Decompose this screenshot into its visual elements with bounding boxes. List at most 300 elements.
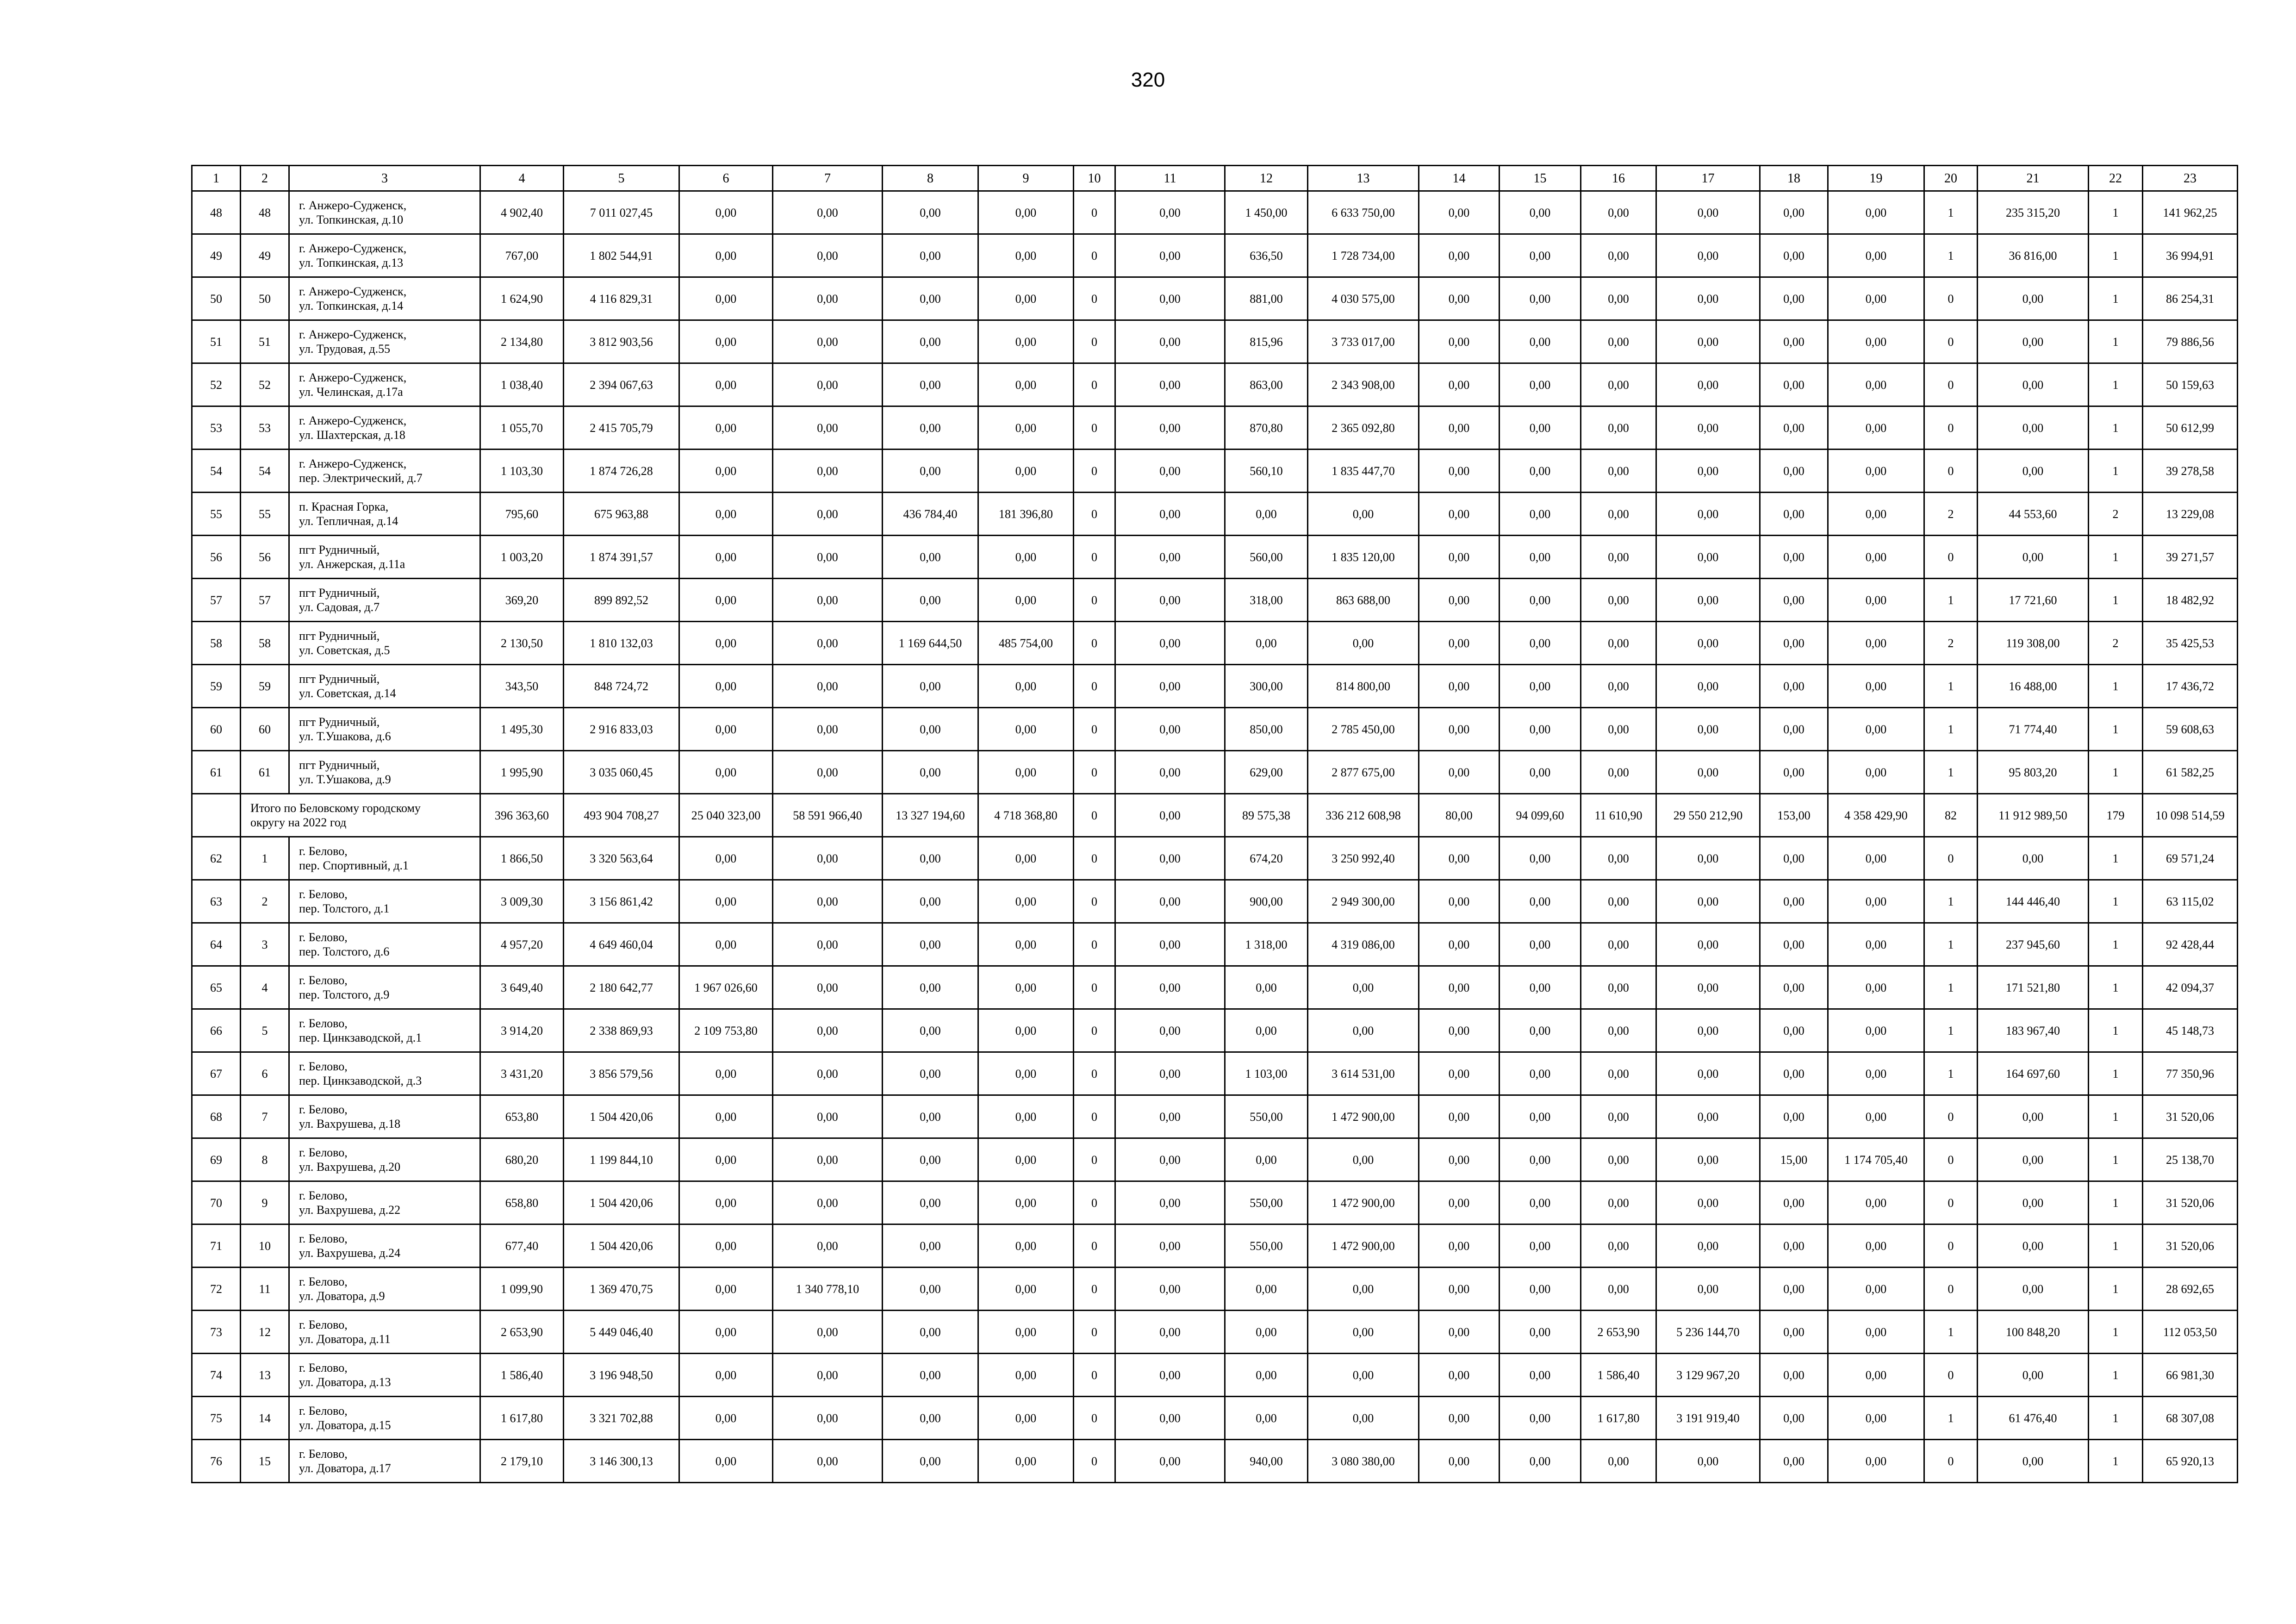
- table-cell: 0,00: [1760, 579, 1828, 622]
- table-cell: 0,00: [1581, 1052, 1656, 1095]
- table-cell: 0,00: [1760, 493, 1828, 536]
- table-cell: 11 912 989,50: [1978, 794, 2089, 837]
- table-cell: 0,00: [978, 1311, 1074, 1354]
- table-cell: 0,00: [1500, 1095, 1581, 1138]
- table-cell: 0,00: [978, 579, 1074, 622]
- table-cell: 0,00: [1225, 1397, 1308, 1440]
- address-line: ул. Советская, д.5: [299, 643, 390, 657]
- table-cell: 0,00: [1419, 1095, 1500, 1138]
- table-cell: 0,00: [978, 665, 1074, 708]
- table-cell: 1: [2089, 1440, 2143, 1483]
- table-cell: 0,00: [679, 708, 773, 751]
- table-cell: 68: [192, 1095, 241, 1138]
- table-cell: 0,00: [1760, 837, 1828, 880]
- table-cell: 0,00: [1308, 493, 1419, 536]
- address-cell: [289, 320, 480, 363]
- table-cell: 0,00: [1308, 1397, 1419, 1440]
- column-number-cell: 14: [1419, 166, 1500, 191]
- total-label-cell: [241, 794, 480, 837]
- table-cell: 0,00: [978, 320, 1074, 363]
- table-cell: 0,00: [978, 1354, 1074, 1397]
- table-row: [192, 406, 2238, 450]
- table-cell: 0: [1074, 1181, 1115, 1224]
- table-cell: 0,00: [1656, 363, 1760, 406]
- address-cell: [289, 923, 480, 966]
- table-cell: 0,00: [773, 1440, 883, 1483]
- table-cell: 1: [1924, 1052, 1978, 1095]
- table-cell: 0,00: [1581, 1224, 1656, 1268]
- table-cell: 0,00: [1115, 665, 1225, 708]
- table-cell: 0,00: [1581, 579, 1656, 622]
- address-line: ул. Доватора, д.9: [299, 1289, 385, 1303]
- column-number-cell: 15: [1500, 166, 1581, 191]
- table-cell: 5 449 046,40: [564, 1311, 679, 1354]
- table-row: [192, 536, 2238, 579]
- table-cell: 0,00: [1500, 493, 1581, 536]
- table-cell: 0,00: [1115, 923, 1225, 966]
- table-cell: 0,00: [1978, 277, 2089, 320]
- table-cell: 3 129 967,20: [1656, 1354, 1760, 1397]
- table-cell: 1: [1924, 1397, 1978, 1440]
- table-cell: 0: [1074, 708, 1115, 751]
- table-cell: 0,00: [1760, 1440, 1828, 1483]
- table-cell: 1 199 844,10: [564, 1138, 679, 1181]
- table-cell: 1: [2089, 1397, 2143, 1440]
- table-cell: 0,00: [883, 880, 978, 923]
- table-cell: 0,00: [773, 450, 883, 493]
- table-cell: 0,00: [773, 536, 883, 579]
- table-cell: 14: [241, 1397, 289, 1440]
- table-cell: 0,00: [1828, 1009, 1924, 1052]
- table-cell: 1 504 420,06: [564, 1095, 679, 1138]
- table-cell: 0,00: [773, 1397, 883, 1440]
- table-cell: 863,00: [1225, 363, 1308, 406]
- table-cell: 0,00: [1115, 1181, 1225, 1224]
- table-cell: 0,00: [1225, 622, 1308, 665]
- table-cell: 336 212 608,98: [1308, 794, 1419, 837]
- table-row: [192, 966, 2238, 1009]
- table-cell: 550,00: [1225, 1181, 1308, 1224]
- table-cell: 0,00: [1115, 1095, 1225, 1138]
- table-cell: 1: [2089, 1138, 2143, 1181]
- table-cell: 75: [192, 1397, 241, 1440]
- address-line: ул. Топкинская, д.10: [299, 213, 404, 226]
- table-cell: 0,00: [773, 966, 883, 1009]
- table-cell: 900,00: [1225, 880, 1308, 923]
- table-cell: 2 179,10: [480, 1440, 564, 1483]
- table-cell: 1: [2089, 579, 2143, 622]
- table-cell: 0,00: [1500, 234, 1581, 277]
- table-cell: 0,00: [1308, 622, 1419, 665]
- table-cell: 1: [1924, 191, 1978, 234]
- table-cell: 0: [1924, 1138, 1978, 1181]
- table-cell: 0: [1924, 1224, 1978, 1268]
- address-line: г. Белово,: [299, 1060, 348, 1073]
- address-line: г. Белово,: [299, 844, 348, 858]
- table-cell: 0,00: [978, 1397, 1074, 1440]
- table-cell: 0,00: [1419, 1224, 1500, 1268]
- table-cell: 0,00: [1500, 363, 1581, 406]
- table-cell: 0,00: [1419, 1138, 1500, 1181]
- table-cell: 15: [241, 1440, 289, 1483]
- address-cell: [289, 493, 480, 536]
- table-cell: 51: [241, 320, 289, 363]
- table-cell: 237 945,60: [1978, 923, 2089, 966]
- column-number-cell: 1: [192, 166, 241, 191]
- address-cell: [289, 622, 480, 665]
- table-cell: 49: [192, 234, 241, 277]
- column-number-cell: 12: [1225, 166, 1308, 191]
- table-cell: 0,00: [1760, 406, 1828, 450]
- table-cell: 0,00: [1656, 665, 1760, 708]
- address-line: п. Красная Горка,: [299, 500, 389, 513]
- address-cell: [289, 191, 480, 234]
- column-number-cell: 17: [1656, 166, 1760, 191]
- table-cell: 4 030 575,00: [1308, 277, 1419, 320]
- table-cell: 0,00: [1500, 1138, 1581, 1181]
- table-cell: 369,20: [480, 579, 564, 622]
- table-cell: 3 431,20: [480, 1052, 564, 1095]
- table-cell: 0,00: [1828, 493, 1924, 536]
- table-cell: 1: [2089, 536, 2143, 579]
- table-cell: 179: [2089, 794, 2143, 837]
- table-cell: 0,00: [1760, 277, 1828, 320]
- page-number: 320: [1131, 69, 1165, 91]
- table-cell: 1 472 900,00: [1308, 1181, 1419, 1224]
- table-cell: 3 320 563,64: [564, 837, 679, 880]
- table-cell: 1 728 734,00: [1308, 234, 1419, 277]
- table-cell: 0,00: [1581, 1009, 1656, 1052]
- address-line: пгт Рудничный,: [299, 715, 380, 729]
- table-cell: 0,00: [1225, 1009, 1308, 1052]
- address-line: г. Белово,: [299, 1146, 348, 1159]
- table-cell: 0,00: [1656, 966, 1760, 1009]
- table-cell: 0,00: [679, 1397, 773, 1440]
- table-cell: 0,00: [1978, 1440, 2089, 1483]
- table-cell: 2 365 092,80: [1308, 406, 1419, 450]
- table-cell: 0,00: [978, 1440, 1074, 1483]
- table-cell: 0,00: [1500, 880, 1581, 923]
- table-cell: 0,00: [679, 837, 773, 880]
- table-cell: 0,00: [1225, 1138, 1308, 1181]
- table-cell: 0,00: [1656, 277, 1760, 320]
- table-cell: 10 098 514,59: [2143, 794, 2238, 837]
- table-cell: 0: [1074, 579, 1115, 622]
- table-cell: 0,00: [1419, 191, 1500, 234]
- table-cell: 560,00: [1225, 536, 1308, 579]
- table-cell: 680,20: [480, 1138, 564, 1181]
- table-cell: 153,00: [1760, 794, 1828, 837]
- table-cell: 235 315,20: [1978, 191, 2089, 234]
- table-cell: 1 038,40: [480, 363, 564, 406]
- table-cell: 4 319 086,00: [1308, 923, 1419, 966]
- table-cell: 3 856 579,56: [564, 1052, 679, 1095]
- table-cell: 0,00: [1115, 708, 1225, 751]
- table-cell: 0,00: [1978, 406, 2089, 450]
- table-cell: 0,00: [1115, 579, 1225, 622]
- table-cell: 66: [192, 1009, 241, 1052]
- table-cell: 0,00: [978, 1138, 1074, 1181]
- address-cell: [289, 751, 480, 794]
- table-cell: 0,00: [1760, 1397, 1828, 1440]
- table-cell: 1: [1924, 966, 1978, 1009]
- address-line: ул. Топкинская, д.14: [299, 299, 404, 312]
- table-cell: 0,00: [1760, 1095, 1828, 1138]
- table-cell: 0,00: [1308, 1268, 1419, 1311]
- table-cell: 1: [2089, 363, 2143, 406]
- table-cell: 181 396,80: [978, 493, 1074, 536]
- address-line: ул. Советская, д.14: [299, 687, 396, 700]
- table-cell: 2 343 908,00: [1308, 363, 1419, 406]
- table-cell: 0: [1074, 1009, 1115, 1052]
- table-cell: 13: [241, 1354, 289, 1397]
- table-cell: 0,00: [883, 923, 978, 966]
- table-cell: 0,00: [773, 665, 883, 708]
- table-cell: 0,00: [1225, 1354, 1308, 1397]
- table-cell: 18 482,92: [2143, 579, 2238, 622]
- table-cell: 0,00: [679, 923, 773, 966]
- table-cell: 0,00: [1308, 1009, 1419, 1052]
- table-cell: 70: [192, 1181, 241, 1224]
- table-row: [192, 751, 2238, 794]
- table-cell: 0,00: [1760, 751, 1828, 794]
- address-line: г. Анжеро-Судженск,: [299, 285, 407, 298]
- table-cell: 0,00: [978, 1268, 1074, 1311]
- table-cell: 1 103,30: [480, 450, 564, 493]
- table-cell: 658,80: [480, 1181, 564, 1224]
- table-cell: 0,00: [1225, 493, 1308, 536]
- table-cell: 0,00: [1581, 191, 1656, 234]
- table-cell: 1 340 778,10: [773, 1268, 883, 1311]
- table-cell: 0,00: [1828, 1440, 1924, 1483]
- table-cell: 66 981,30: [2143, 1354, 2238, 1397]
- address-line: округу на 2022 год: [250, 816, 347, 829]
- table-cell: 0,00: [1656, 751, 1760, 794]
- address-line: пгт Рудничный,: [299, 672, 380, 686]
- address-line: г. Анжеро-Судженск,: [299, 371, 407, 384]
- table-cell: 1 967 026,60: [679, 966, 773, 1009]
- table-row: [192, 1268, 2238, 1311]
- address-line: ул. Вахрушева, д.22: [299, 1203, 401, 1217]
- table-cell: 0,00: [883, 1268, 978, 1311]
- table-cell: 560,10: [1225, 450, 1308, 493]
- table-cell: 1: [1924, 234, 1978, 277]
- address-line: пер. Цинкзаводской, д.1: [299, 1031, 422, 1044]
- table-cell: 0,00: [978, 1224, 1074, 1268]
- table-cell: 0,00: [1419, 234, 1500, 277]
- table-cell: 17 721,60: [1978, 579, 2089, 622]
- table-cell: 3 914,20: [480, 1009, 564, 1052]
- address-cell: [289, 234, 480, 277]
- table-row: [192, 837, 2238, 880]
- table-cell: 3 156 861,42: [564, 880, 679, 923]
- table-cell: 144 446,40: [1978, 880, 2089, 923]
- table-cell: 4 116 829,31: [564, 277, 679, 320]
- table-cell: 0,00: [679, 665, 773, 708]
- table-cell: 0,00: [1760, 708, 1828, 751]
- table-cell: 1: [2089, 1181, 2143, 1224]
- table-cell: 940,00: [1225, 1440, 1308, 1483]
- address-line: ул. Трудовая, д.55: [299, 342, 391, 356]
- table-cell: 0,00: [679, 1138, 773, 1181]
- column-number-cell: 2: [241, 166, 289, 191]
- table-cell: 0,00: [1828, 708, 1924, 751]
- table-cell: 3: [241, 923, 289, 966]
- table-cell: 0,00: [883, 665, 978, 708]
- column-number-cell: 7: [773, 166, 883, 191]
- column-number-cell: 23: [2143, 166, 2238, 191]
- table-cell: 0,00: [1828, 966, 1924, 1009]
- table-cell: 64: [192, 923, 241, 966]
- table-cell: 0,00: [978, 234, 1074, 277]
- address-line: ул. Т.Ушакова, д.6: [299, 730, 391, 743]
- table-cell: 0,00: [1760, 966, 1828, 1009]
- table-cell: 1 099,90: [480, 1268, 564, 1311]
- table-cell: 1 810 132,03: [564, 622, 679, 665]
- table-cell: 0,00: [978, 923, 1074, 966]
- table-cell: 300,00: [1225, 665, 1308, 708]
- table-cell: 164 697,60: [1978, 1052, 2089, 1095]
- table-cell: 0,00: [1828, 837, 1924, 880]
- table-cell: 4: [241, 966, 289, 1009]
- address-line: г. Анжеро-Судженск,: [299, 242, 407, 255]
- table-cell: 0,00: [978, 708, 1074, 751]
- table-cell: 436 784,40: [883, 493, 978, 536]
- table-cell: 1: [2089, 966, 2143, 1009]
- table-cell: 0,00: [1581, 665, 1656, 708]
- table-cell: 0,00: [1500, 923, 1581, 966]
- table-cell: 0,00: [773, 579, 883, 622]
- table-cell: 1: [1924, 708, 1978, 751]
- address-line: пгт Рудничный,: [299, 586, 380, 600]
- table-cell: 1 624,90: [480, 277, 564, 320]
- column-number-cell: 11: [1115, 166, 1225, 191]
- table-cell: 4 902,40: [480, 191, 564, 234]
- table-cell: 2: [1924, 493, 1978, 536]
- table-cell: 0,00: [679, 363, 773, 406]
- table-cell: 55: [192, 493, 241, 536]
- table-cell: 0,00: [978, 966, 1074, 1009]
- table-cell: 0: [1924, 536, 1978, 579]
- table-cell: 58: [241, 622, 289, 665]
- table-cell: 50 159,63: [2143, 363, 2238, 406]
- table-cell: 0,00: [1115, 1224, 1225, 1268]
- table-cell: 0,00: [1828, 1397, 1924, 1440]
- table-cell: 0,00: [1656, 923, 1760, 966]
- table-cell: 31 520,06: [2143, 1224, 2238, 1268]
- table-cell: 0,00: [1656, 1052, 1760, 1095]
- address-line: г. Белово,: [299, 1189, 348, 1202]
- table-cell: 1 617,80: [480, 1397, 564, 1440]
- table-cell: 48: [241, 191, 289, 234]
- table-cell: 0: [1074, 1224, 1115, 1268]
- table-cell: 0: [1074, 837, 1115, 880]
- table-cell: 0,00: [1225, 1311, 1308, 1354]
- table-cell: 1: [2089, 923, 2143, 966]
- table-cell: 0,00: [883, 966, 978, 1009]
- table-cell: 94 099,60: [1500, 794, 1581, 837]
- table-cell: 3 614 531,00: [1308, 1052, 1419, 1095]
- table-cell: 2 338 869,93: [564, 1009, 679, 1052]
- table-cell: 13 229,08: [2143, 493, 2238, 536]
- table-cell: 0,00: [1500, 1354, 1581, 1397]
- table-cell: 0,00: [679, 277, 773, 320]
- address-cell: [289, 450, 480, 493]
- table-cell: 675 963,88: [564, 493, 679, 536]
- table-cell: 0,00: [978, 1009, 1074, 1052]
- table-cell: 0,00: [773, 1095, 883, 1138]
- table-cell: 0,00: [773, 1009, 883, 1052]
- table-cell: 0: [1074, 536, 1115, 579]
- table-cell: 0,00: [1828, 320, 1924, 363]
- table-cell: 1: [1924, 579, 1978, 622]
- table-cell: 0,00: [1419, 923, 1500, 966]
- table-cell: 1 472 900,00: [1308, 1095, 1419, 1138]
- table-cell: 3 196 948,50: [564, 1354, 679, 1397]
- table-cell: 50: [241, 277, 289, 320]
- table-cell: 1 866,50: [480, 837, 564, 880]
- table-cell: 39 271,57: [2143, 536, 2238, 579]
- table-cell: 0,00: [1828, 1052, 1924, 1095]
- column-number-cell: 9: [978, 166, 1074, 191]
- table-cell: 0,00: [1828, 579, 1924, 622]
- table-cell: 0,00: [679, 1052, 773, 1095]
- table-cell: 0,00: [1760, 1354, 1828, 1397]
- table-cell: 0,00: [1115, 234, 1225, 277]
- table-cell: 1 802 544,91: [564, 234, 679, 277]
- table-cell: 0,00: [1828, 923, 1924, 966]
- table-cell: 0,00: [773, 320, 883, 363]
- table-cell: 4 957,20: [480, 923, 564, 966]
- column-number-cell: 3: [289, 166, 480, 191]
- table-cell: 0,00: [978, 1095, 1074, 1138]
- table-cell: 25 138,70: [2143, 1138, 2238, 1181]
- table-cell: 0,00: [1115, 1440, 1225, 1483]
- table-cell: 318,00: [1225, 579, 1308, 622]
- address-line: ул. Челинская, д.17а: [299, 385, 403, 399]
- table-cell: 10: [241, 1224, 289, 1268]
- table-cell: 2 130,50: [480, 622, 564, 665]
- table-cell: 653,80: [480, 1095, 564, 1138]
- address-line: ул. Шахтерская, д.18: [299, 428, 405, 442]
- table-cell: 0,00: [1115, 837, 1225, 880]
- table-cell: 0,00: [773, 363, 883, 406]
- table-cell: 95 803,20: [1978, 751, 2089, 794]
- table-cell: 11: [241, 1268, 289, 1311]
- table-cell: 2 180 642,77: [564, 966, 679, 1009]
- table-cell: 0,00: [679, 1224, 773, 1268]
- table-cell: 0,00: [1500, 1311, 1581, 1354]
- table-cell: 0,00: [1828, 622, 1924, 665]
- table-cell: 0,00: [1115, 880, 1225, 923]
- table-cell: 4 718 368,80: [978, 794, 1074, 837]
- table-cell: 0,00: [773, 1311, 883, 1354]
- address-line: ул. Тепличная, д.14: [299, 514, 398, 528]
- table-cell: 2 134,80: [480, 320, 564, 363]
- table-cell: 0,00: [1760, 536, 1828, 579]
- table-cell: 61: [241, 751, 289, 794]
- address-line: г. Белово,: [299, 1232, 348, 1245]
- table-cell: 0,00: [1500, 1224, 1581, 1268]
- table-cell: 0,00: [679, 536, 773, 579]
- table-cell: 0: [1074, 1052, 1115, 1095]
- table-cell: 36 816,00: [1978, 234, 2089, 277]
- address-line: ул. Вахрушева, д.18: [299, 1117, 401, 1131]
- table-cell: 2 109 753,80: [679, 1009, 773, 1052]
- table-cell: 1 472 900,00: [1308, 1224, 1419, 1268]
- table-cell: 0,00: [1978, 363, 2089, 406]
- table-cell: 58: [192, 622, 241, 665]
